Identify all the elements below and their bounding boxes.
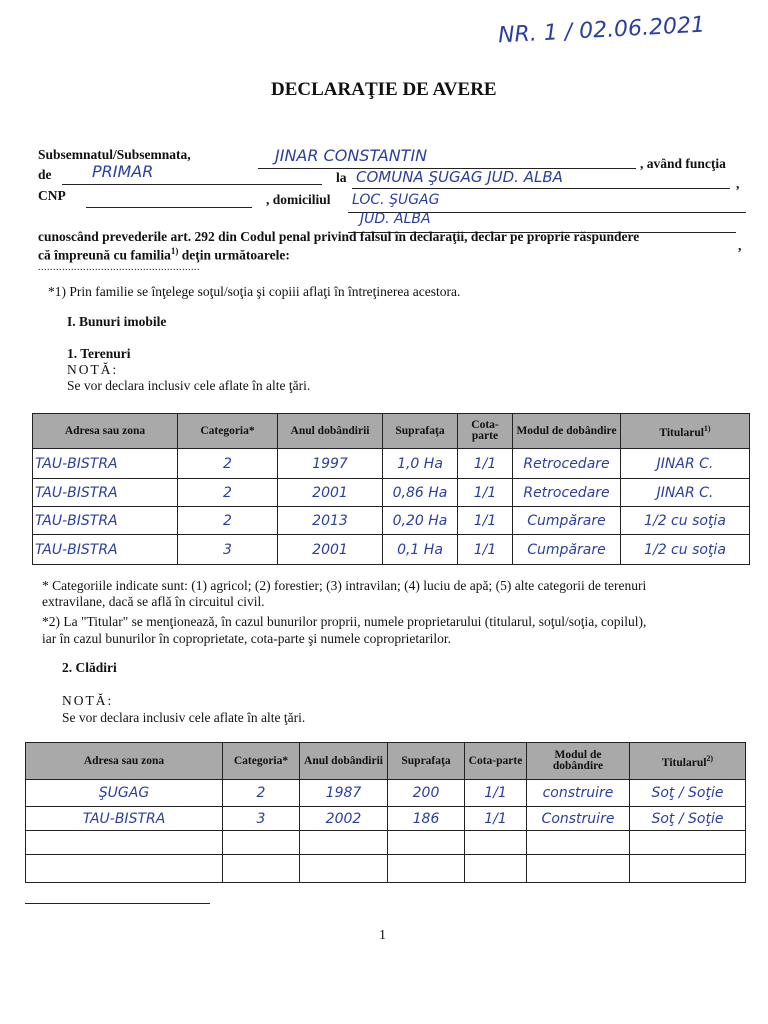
cell-modul: construire (527, 780, 630, 807)
cell-adresa: TAU-BISTRA (33, 535, 178, 565)
nota-1-text: Se vor declara inclusiv cele aflate în alte ţări. (67, 378, 311, 393)
table-row (33, 479, 750, 507)
cell-categoria: 3 (223, 807, 300, 831)
table-row (33, 449, 750, 479)
cell-anul (300, 855, 388, 883)
titularul-label: Titularul (659, 426, 704, 439)
cell-cota: 1/1 (458, 535, 513, 565)
cell-categoria (223, 855, 300, 883)
col-header-modul: Modul de dobândire (527, 743, 630, 780)
cell-categoria: 2 (223, 780, 300, 807)
label-domiciliul: , domiciliul (266, 192, 331, 207)
footnote-family: *1) Prin familie se înţelege soţul/soţia şi copiii aflaţi în întreţinerea acestora. (48, 284, 461, 299)
cell-modul (527, 855, 630, 883)
note-titular-2: iar în cazul bunurilor în coproprietate, cota-parte şi numele coproprietarilor. (42, 631, 451, 646)
cell-titular: 1/2 cu soţia (621, 507, 750, 535)
cell-suprafata: 0,1 Ha (383, 535, 458, 565)
cell-anul: 1987 (300, 780, 388, 807)
col-header-adresa: Adresa sau zona (26, 743, 223, 780)
section-1-title: I. Bunuri imobile (67, 314, 167, 329)
cell-titular: JINAR C. (621, 479, 750, 507)
cell-cota: 1/1 (458, 507, 513, 535)
cell-anul: 2002 (300, 807, 388, 831)
col-header-suprafata: Suprafaţa (388, 743, 465, 780)
label-subsemnatul: Subsemnatul/Subsemnata, (38, 147, 191, 162)
cell-adresa: TAU-BISTRA (26, 807, 223, 831)
intro-line-1: cunoscând prevederile art. 292 din Codul penal privind falsul în declaraţii, declar pe proprie răspundere (38, 229, 640, 244)
nota-1: NOTĂ: (67, 362, 119, 377)
cell-cota (465, 831, 527, 855)
titularul-sup: 2) (706, 754, 714, 764)
cnp-line (86, 207, 252, 208)
intro-sup: 1) (170, 246, 179, 256)
subsection-cladiri: 2. Clădiri (62, 660, 117, 675)
cell-categoria: 2 (178, 479, 278, 507)
col-header-titularul (630, 743, 746, 780)
cell-adresa: TAU-BISTRA (33, 479, 178, 507)
registration-number: NR. 1 / 02.06.2021 (497, 12, 706, 49)
subsection-terenuri: 1. Terenuri (67, 346, 131, 361)
col-header-modul: Modul de dobândire (513, 414, 621, 449)
cell-cota: 1/1 (458, 449, 513, 479)
col-header-categoria: Categoria* (223, 743, 300, 780)
cell-titular: Soţ / Soţie (630, 807, 746, 831)
intro-line-2-a: că împreună cu familia (38, 247, 171, 263)
table-row (26, 831, 746, 855)
domiciliu-value-1: LOC. ŞUGAG (352, 192, 440, 208)
cell-suprafata: 0,20 Ha (383, 507, 458, 535)
cell-cota: 1/1 (465, 807, 527, 831)
functia-value: PRIMAR (92, 162, 154, 181)
note-categorii-2: extravilane, dacă se află în circuitul civil. (42, 594, 265, 609)
table-row (26, 780, 746, 807)
terenuri-table (32, 413, 750, 565)
comma-1: , (736, 176, 740, 191)
cell-modul: Cumpărare (513, 535, 621, 565)
cell-cota: 1/1 (458, 479, 513, 507)
cell-adresa (26, 831, 223, 855)
cell-titular: JINAR C. (621, 449, 750, 479)
domiciliu-value-2: JUD. ALBA (360, 211, 431, 227)
nota-2: NOTĂ: (62, 693, 114, 708)
titularul-sup: 1) (703, 424, 711, 434)
institutia-value: COMUNA ŞUGAG JUD. ALBA (356, 168, 563, 186)
cell-titular (630, 831, 746, 855)
cell-anul: 2013 (278, 507, 383, 535)
cell-modul (527, 831, 630, 855)
intro-line-2 (38, 246, 290, 264)
cell-cota (465, 855, 527, 883)
cell-categoria: 2 (178, 449, 278, 479)
cell-titular: Soţ / Soţie (630, 780, 746, 807)
table-row (26, 855, 746, 883)
nota-2-text: Se vor declara inclusiv cele aflate în alte ţări. (62, 710, 306, 725)
cell-suprafata: 186 (388, 807, 465, 831)
col-header-categoria: Categoria* (178, 414, 278, 449)
page-number: 1 (379, 928, 386, 943)
cladiri-table (25, 742, 746, 883)
col-header-cota: Cota-parte (465, 743, 527, 780)
cell-cota: 1/1 (465, 780, 527, 807)
col-header-anul: Anul dobândirii (278, 414, 383, 449)
label-cnp: CNP (38, 188, 66, 203)
titularul-label: Titularul (661, 756, 707, 769)
cell-categoria: 2 (178, 507, 278, 535)
col-header-anul: Anul dobândirii (300, 743, 388, 780)
label-de: de (38, 167, 52, 182)
cell-modul: Retrocedare (513, 449, 621, 479)
col-header-cota: Cota-parte (458, 414, 513, 449)
footnote-separator (25, 903, 210, 904)
cell-titular (630, 855, 746, 883)
note-categorii-1: * Categoriile indicate sunt: (1) agricol; (2) forestier; (3) intravilan; (4) luciu de apă; (5) alte categorii de terenuri (42, 578, 647, 593)
cell-adresa: TAU-BISTRA (33, 449, 178, 479)
cell-titular: 1/2 cu soţia (621, 535, 750, 565)
col-header-titularul (621, 414, 750, 449)
document-title: DECLARAŢIE DE AVERE (271, 79, 497, 100)
cell-adresa: TAU-BISTRA (33, 507, 178, 535)
cell-adresa (26, 855, 223, 883)
terenuri-header-row (33, 414, 750, 449)
cell-categoria: 3 (178, 535, 278, 565)
table-row (33, 507, 750, 535)
col-header-adresa: Adresa sau zona (33, 414, 178, 449)
cell-suprafata: 0,86 Ha (383, 479, 458, 507)
cell-modul: Cumpărare (513, 507, 621, 535)
cell-anul (300, 831, 388, 855)
dotted-line: ...................................................... (38, 262, 200, 273)
cell-suprafata: 1,0 Ha (383, 449, 458, 479)
cell-suprafata (388, 831, 465, 855)
intro-line-2-b: deţin următoarele: (178, 247, 290, 263)
table-row (33, 535, 750, 565)
cell-suprafata: 200 (388, 780, 465, 807)
cell-modul: Construire (527, 807, 630, 831)
table-row (26, 807, 746, 831)
comma-2: , (738, 238, 742, 253)
cell-anul: 2001 (278, 479, 383, 507)
cell-adresa: ŞUGAG (26, 780, 223, 807)
label-la: la (336, 170, 347, 185)
cladiri-header-row (26, 743, 746, 780)
cell-anul: 2001 (278, 535, 383, 565)
cell-categoria (223, 831, 300, 855)
functia-line (62, 184, 322, 185)
institutia-line (352, 188, 730, 189)
cell-suprafata (388, 855, 465, 883)
declarant-name: JINAR CONSTANTIN (275, 146, 428, 165)
label-functia: , având funcţia (640, 156, 726, 171)
col-header-suprafata: Suprafaţa (383, 414, 458, 449)
cell-anul: 1997 (278, 449, 383, 479)
note-titular-1: *2) La "Titular" se menţionează, în cazul bunurilor proprii, numele proprietarului (titularul, soţul/soţia, copilul), (42, 614, 647, 629)
cell-modul: Retrocedare (513, 479, 621, 507)
